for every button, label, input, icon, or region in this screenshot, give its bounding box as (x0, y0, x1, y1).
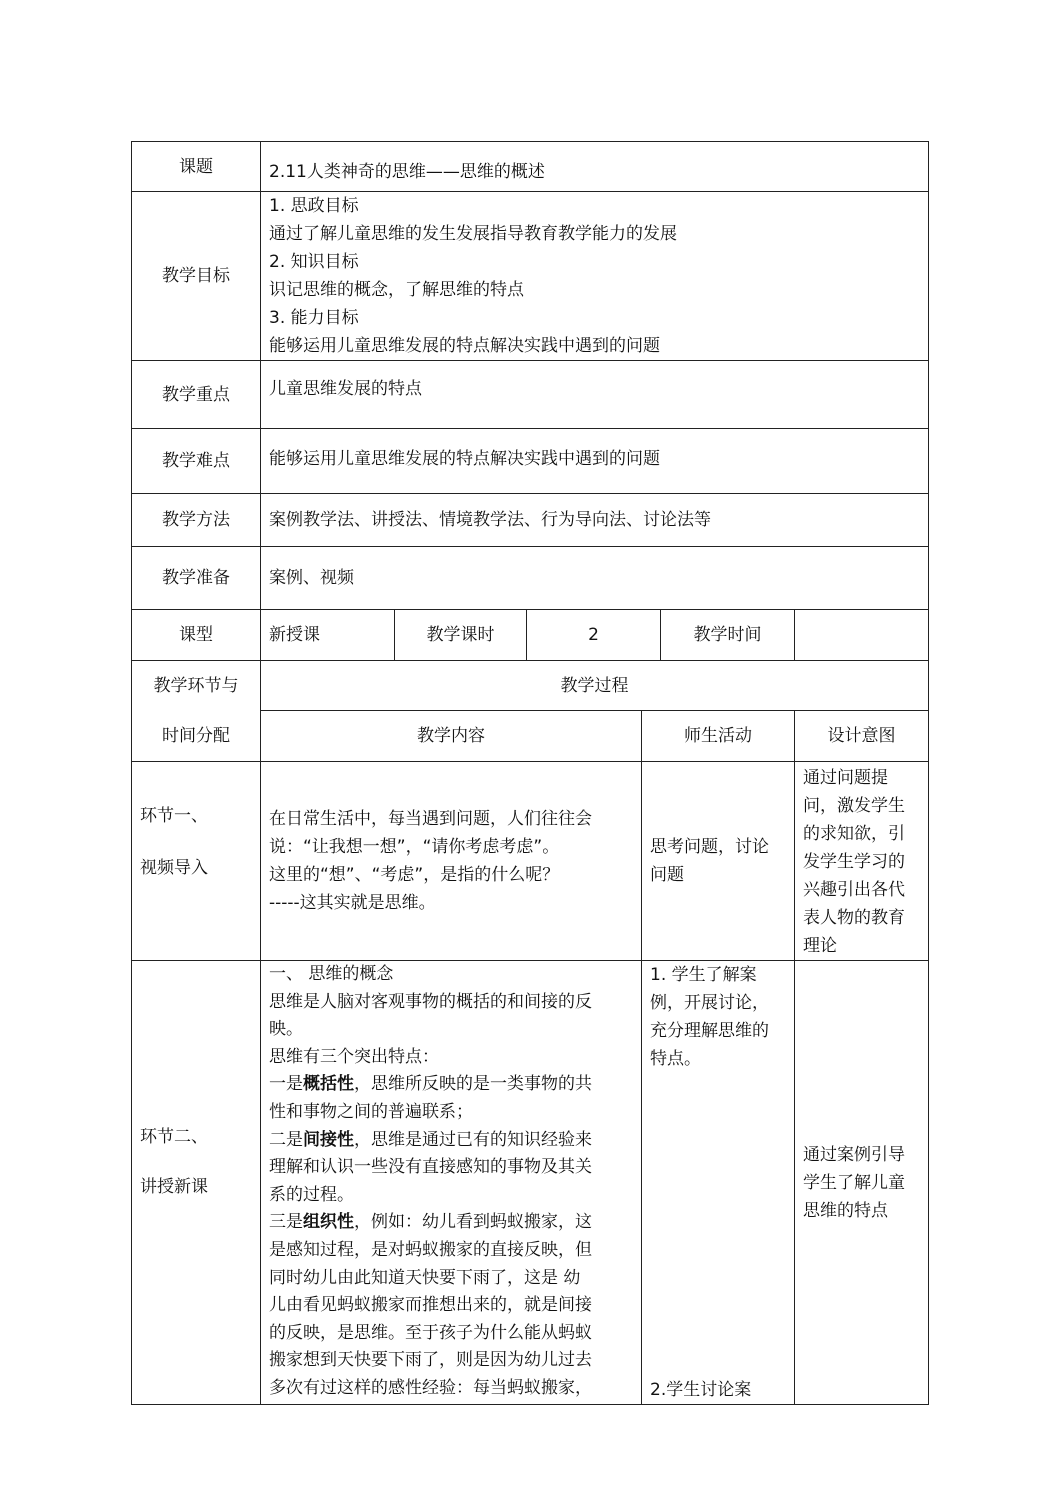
key-points-label: 教学重点 (132, 361, 261, 429)
stage1-content (261, 762, 642, 961)
feature-3-cont: 是感知过程，是对蚂蚁搬家的直接反映，但 (269, 1239, 592, 1260)
stage2-content (261, 961, 642, 1405)
feature-1-cont: 性和事物之间的普遍联系； (269, 1101, 473, 1122)
stage1-intent-line: 兴趣引出各代 (803, 880, 905, 900)
stage2-activity-line: 充分理解思维的 (650, 1021, 769, 1041)
feature-3-cont: 同时幼儿由此知道天快要下雨了，这是 幼 (269, 1267, 581, 1288)
stage1-content-line: 说：“让我想一想”，“请你考虑考虑”。 (269, 837, 560, 857)
process-left-header (132, 661, 261, 762)
stage2-row (132, 961, 929, 1405)
feature-3-cont: 多次有过这样的感性经验：每当蚂蚁搬家， (269, 1377, 592, 1398)
feature-3-cont: 儿由看见蚂蚁搬家而推想出来的，就是间接 (269, 1295, 592, 1316)
process-header-row (132, 661, 929, 711)
feature-text: ，思维是通过已有的知识经验来 (354, 1129, 592, 1150)
key-points-value: 儿童思维发展的特点 (261, 361, 929, 429)
process-left-line2: 时间分配 (162, 726, 230, 746)
stage1-content-line: -----这其实就是思维。 (269, 893, 436, 913)
feature-keyword: 组织性 (303, 1212, 354, 1233)
stage1-activity-line: 思考问题，讨论 (650, 837, 769, 857)
title-label: 课题 (132, 142, 261, 192)
preparation-row (132, 547, 929, 610)
stage2-activity-2: 2.学生讨论案 (650, 1380, 752, 1400)
stage2-name-line1: 环节二、 (140, 1127, 208, 1147)
feature-prefix: 一是 (269, 1074, 303, 1095)
methods-value: 案例教学法、讲授法、情境教学法、行为导向法、讨论法等 (261, 494, 929, 547)
stage2-definition-line: 映。 (269, 1019, 303, 1040)
course-time-value (795, 610, 929, 661)
stage1-intent-line: 问，激发学生 (803, 796, 905, 816)
title-value: 2.11人类神奇的思维——思维的概述 (261, 142, 929, 192)
feature-keyword: 概括性 (303, 1074, 354, 1095)
stage1-activity-line: 问题 (650, 865, 684, 885)
objective-line: 能够运用儿童思维发展的特点解决实践中遇到的问题 (269, 336, 660, 356)
stage2-features-intro: 思维有三个突出特点： (269, 1046, 439, 1067)
key-points-row (132, 361, 929, 429)
stage1-intent-line: 的求知欲，引 (803, 824, 905, 844)
activity-header: 师生活动 (642, 711, 795, 762)
stage1-intent-line: 发学生学习的 (803, 852, 905, 872)
process-left-line1: 教学环节与 (153, 676, 239, 696)
feature-3-cont: 的反映，是思维。至于孩子为什么能从蚂蚁 (269, 1322, 592, 1343)
stage2-heading: 一、 思维的概念 (269, 964, 394, 984)
stage1-intent (795, 762, 929, 961)
course-row (132, 610, 929, 661)
preparation-value: 案例、视频 (261, 547, 929, 610)
content-header: 教学内容 (261, 711, 642, 762)
feature-1 (269, 1071, 633, 1099)
course-hours-label: 教学课时 (395, 610, 527, 661)
difficulties-value: 能够运用儿童思维发展的特点解决实践中遇到的问题 (261, 429, 929, 494)
course-time-label: 教学时间 (661, 610, 795, 661)
stage1-name (132, 762, 261, 961)
stage1-intent-line: 表人物的教育 (803, 908, 905, 928)
stage2-activity-line: 特点。 (650, 1049, 701, 1069)
stage2-activity-line: 1. 学生了解案 (650, 965, 757, 985)
stage1-row (132, 762, 929, 961)
methods-row (132, 494, 929, 547)
difficulties-row (132, 429, 929, 494)
objective-line: 3. 能力目标 (269, 308, 359, 328)
course-type-value: 新授课 (261, 610, 395, 661)
feature-keyword: 间接性 (303, 1129, 354, 1150)
feature-3-cont: 搬家想到天快要下雨了，则是因为幼儿过去 (269, 1350, 592, 1371)
process-label: 教学过程 (261, 661, 929, 711)
stage2-intent-line: 通过案例引导 (803, 1144, 905, 1165)
objective-line: 2. 知识目标 (269, 252, 359, 272)
stage2-intent (795, 961, 929, 1405)
stage1-content-line: 这里的“想”、“考虑”，是指的什么呢？ (269, 865, 560, 885)
feature-text: ，例如：幼儿看到蚂蚁搬家，这 (354, 1212, 592, 1233)
stage2-activity-line: 例，开展讨论， (650, 993, 769, 1013)
objective-line: 通过了解儿童思维的发生发展指导教育教学能力的发展 (269, 224, 677, 244)
preparation-label: 教学准备 (132, 547, 261, 610)
feature-3 (269, 1209, 633, 1237)
stage1-activity (642, 762, 795, 961)
difficulties-label: 教学难点 (132, 429, 261, 494)
lesson-plan-table (131, 141, 929, 1405)
stage2-intent-line: 学生了解儿童 (803, 1172, 905, 1193)
feature-2-cont: 系的过程。 (269, 1184, 354, 1205)
stage2-activity (642, 961, 795, 1405)
feature-text: ，思维所反映的是一类事物的共 (354, 1074, 592, 1095)
objectives-label: 教学目标 (132, 192, 261, 361)
course-hours-value: 2 (527, 610, 661, 661)
title-row (132, 142, 929, 192)
objectives-content (261, 192, 929, 361)
feature-2 (269, 1127, 633, 1155)
stage2-intent-line: 思维的特点 (803, 1200, 888, 1221)
intent-header: 设计意图 (795, 711, 929, 762)
stage1-intent-line: 通过问题提 (803, 768, 888, 788)
stage2-name (132, 961, 261, 1405)
objectives-row (132, 192, 929, 361)
feature-prefix: 二是 (269, 1129, 303, 1150)
methods-label: 教学方法 (132, 494, 261, 547)
stage2-name-line2: 讲授新课 (140, 1177, 208, 1197)
stage1-intent-line: 理论 (803, 936, 837, 956)
stage2-definition-line: 思维是人脑对客观事物的概括的和间接的反 (269, 991, 592, 1012)
objective-line: 1. 思政目标 (269, 196, 359, 216)
course-type-label: 课型 (132, 610, 261, 661)
stage1-content-line: 在日常生活中，每当遇到问题，人们往往会 (269, 809, 592, 829)
feature-prefix: 三是 (269, 1212, 303, 1233)
stage1-name-line2: 视频导入 (140, 858, 208, 878)
feature-2-cont: 理解和认识一些没有直接感知的事物及其关 (269, 1157, 592, 1178)
objective-line: 识记思维的概念，了解思维的特点 (269, 280, 524, 300)
stage1-name-line1: 环节一、 (140, 806, 208, 826)
